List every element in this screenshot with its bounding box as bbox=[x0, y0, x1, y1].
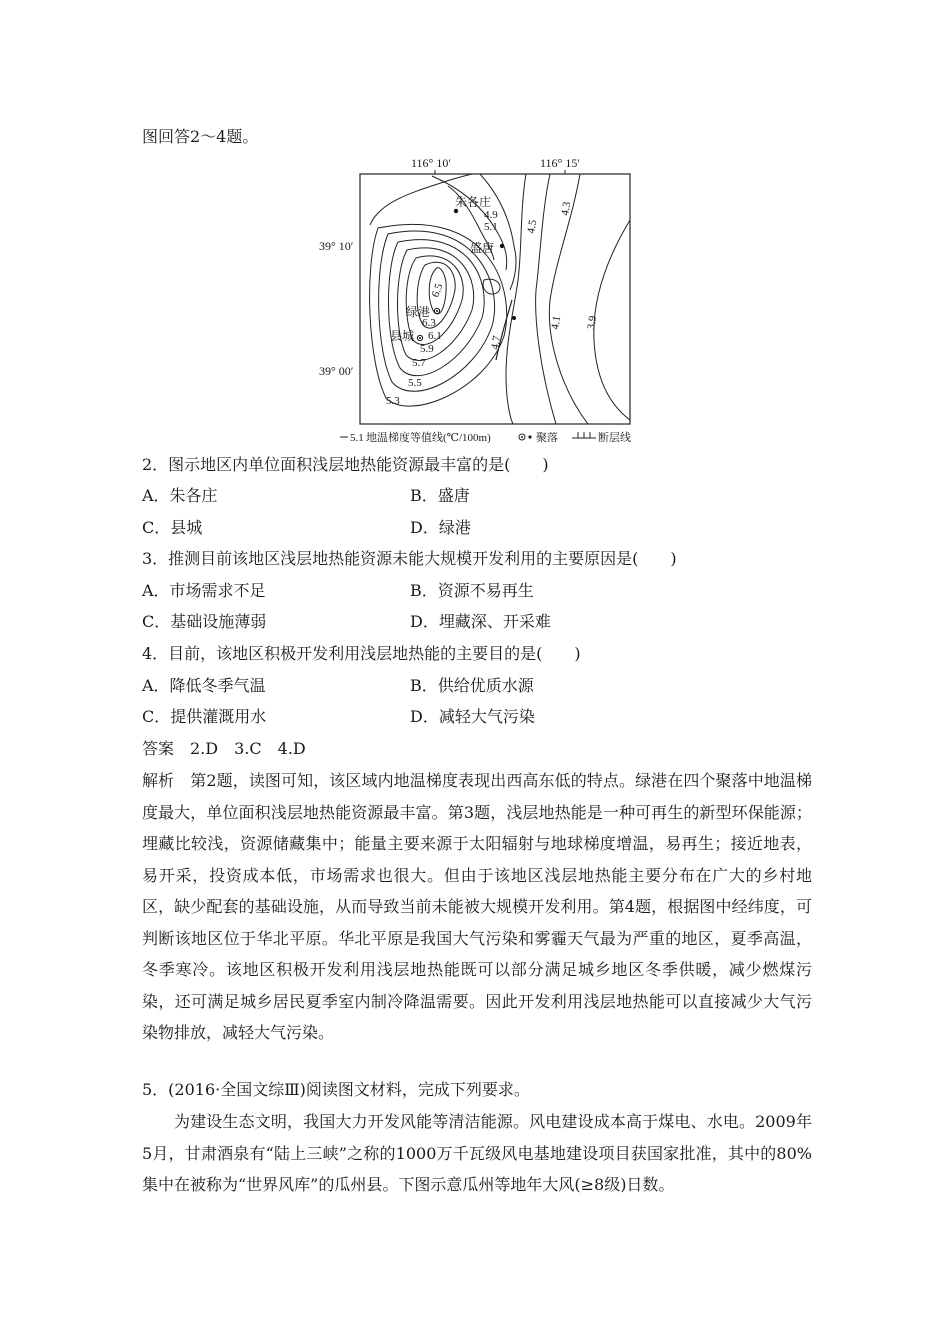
question-4-option-b: B．供给优质水源 bbox=[410, 676, 534, 695]
settlement-dot bbox=[454, 209, 458, 213]
intro-text: 图回答2～4题。 bbox=[142, 127, 259, 146]
question-2-option-a: A．朱各庄 bbox=[142, 486, 218, 505]
question-4-option-d: D．减轻大气污染 bbox=[410, 707, 535, 726]
question-3-option-a: A．市场需求不足 bbox=[142, 581, 266, 600]
contour-label: 4.5 bbox=[525, 218, 540, 235]
contour-label: 3.9 bbox=[585, 314, 600, 331]
contour-label: 4.7 bbox=[489, 334, 504, 351]
lon-label-116-15: 116° 15′ bbox=[540, 156, 580, 170]
question-3-option-b: B．资源不易再生 bbox=[410, 581, 534, 600]
question-2-stem: 2．图示地区内单位面积浅层地热能资源最丰富的是( ) bbox=[142, 455, 549, 474]
question-2-option-b: B．盛唐 bbox=[410, 486, 470, 505]
legend-isoline-text: 地温梯度等值线(℃/100m) bbox=[366, 432, 491, 444]
contour-label: 4.9 bbox=[484, 209, 498, 221]
question-4-option-a: A．降低冬季气温 bbox=[142, 676, 266, 695]
map-legend bbox=[340, 430, 631, 444]
lat-label-39-00: 39° 00′ bbox=[319, 364, 354, 378]
contour-label: 5.9 bbox=[420, 343, 434, 355]
question-3-stem: 3．推测目前该地区浅层地热能资源未能大规模开发利用的主要原因是( ) bbox=[142, 549, 677, 568]
legend-settlement-text: 聚落 bbox=[536, 432, 558, 444]
analysis-paragraph: 解析 第2题，读图可知，该区域内地温梯度表现出西高东低的特点。绿港在四个聚落中地温梯度最大，单位面积浅层地热能资源最丰富。第3题，浅层地热能是一种可再生的新型环保能源；埋藏比较浅，资源储藏集中；能量主要来源于太阳辐射与地球梯度增温，易再生；接近地表，易开采，投资成本低，市场需求也很大。但由于该地区浅层地热能主要分布在广大的乡村地区，缺少配套的基础设施，从而导致当前未能被大规模开发利用。第4题，根据图中经纬度，可判断该地区位于华北平原。华北平原是我国大气污染和雾霾天气最为严重的地区，夏季高温，冬季寒冷。该地区积极开发利用浅层地热能既可以部分满足城乡地区冬季供暖，减少燃煤污染，还可满足城乡居民夏季室内制冷降温需要。因此开发利用浅层地热能可以直接减少大气污染物排放，减轻大气污染。 bbox=[142, 771, 812, 1042]
contour-label: 5.5 bbox=[408, 377, 422, 389]
place-label: 绿港 bbox=[406, 305, 431, 319]
contour-label: 5.7 bbox=[412, 357, 426, 369]
place-label: 朱各庄 bbox=[455, 195, 492, 209]
question-2-option-d: D．绿港 bbox=[410, 518, 471, 537]
place-label: 县城 bbox=[390, 329, 415, 343]
lat-label-39-10: 39° 10′ bbox=[319, 239, 354, 253]
settlement-dot bbox=[512, 316, 516, 320]
legend-isoline-value: 5.1 bbox=[350, 432, 364, 444]
contour-label: 5.1 bbox=[484, 221, 498, 233]
question-4-stem: 4．目前，该地区积极开发利用浅层地热能的主要目的是( ) bbox=[142, 644, 581, 663]
lon-label-116-10: 116° 10′ bbox=[411, 156, 451, 170]
answer-line: 答案 2.D 3.C 4.D bbox=[142, 739, 306, 758]
contour-label: 4.1 bbox=[549, 314, 564, 331]
contour-label: 4.3 bbox=[559, 200, 574, 217]
contour-label: 6.5 bbox=[429, 282, 446, 300]
contour-label: 5.3 bbox=[386, 395, 400, 407]
question-3-option-d: D．埋藏深、开采难 bbox=[410, 612, 551, 631]
question-2-option-c: C．县城 bbox=[142, 518, 203, 537]
question-5-stem: 5．(2016·全国文综Ⅲ)阅读图文材料，完成下列要求。 bbox=[142, 1080, 530, 1099]
legend-fault-text: 断层线 bbox=[598, 432, 631, 444]
contour-label: 6.1 bbox=[428, 330, 442, 342]
question-5-material: 为建设生态文明，我国大力开发风能等清洁能源。风电建设成本高于煤电、水电。2009年5月，甘肃酒泉有“陆上三峡”之称的1000万千瓦级风电基地建设项目获国家批准，其中的80%集中在被称为“世界风库”的瓜州县。下图示意瓜州等地年大风(≥8级)日数。 bbox=[142, 1112, 812, 1194]
question-3-option-c: C．基础设施薄弱 bbox=[142, 612, 267, 631]
place-label: 盛唐 bbox=[470, 241, 495, 255]
contour-label: 6.3 bbox=[422, 317, 436, 329]
question-4-option-c: C．提供灌溉用水 bbox=[142, 707, 267, 726]
settlement-dot bbox=[500, 244, 504, 248]
geothermal-gradient-map bbox=[310, 150, 650, 445]
